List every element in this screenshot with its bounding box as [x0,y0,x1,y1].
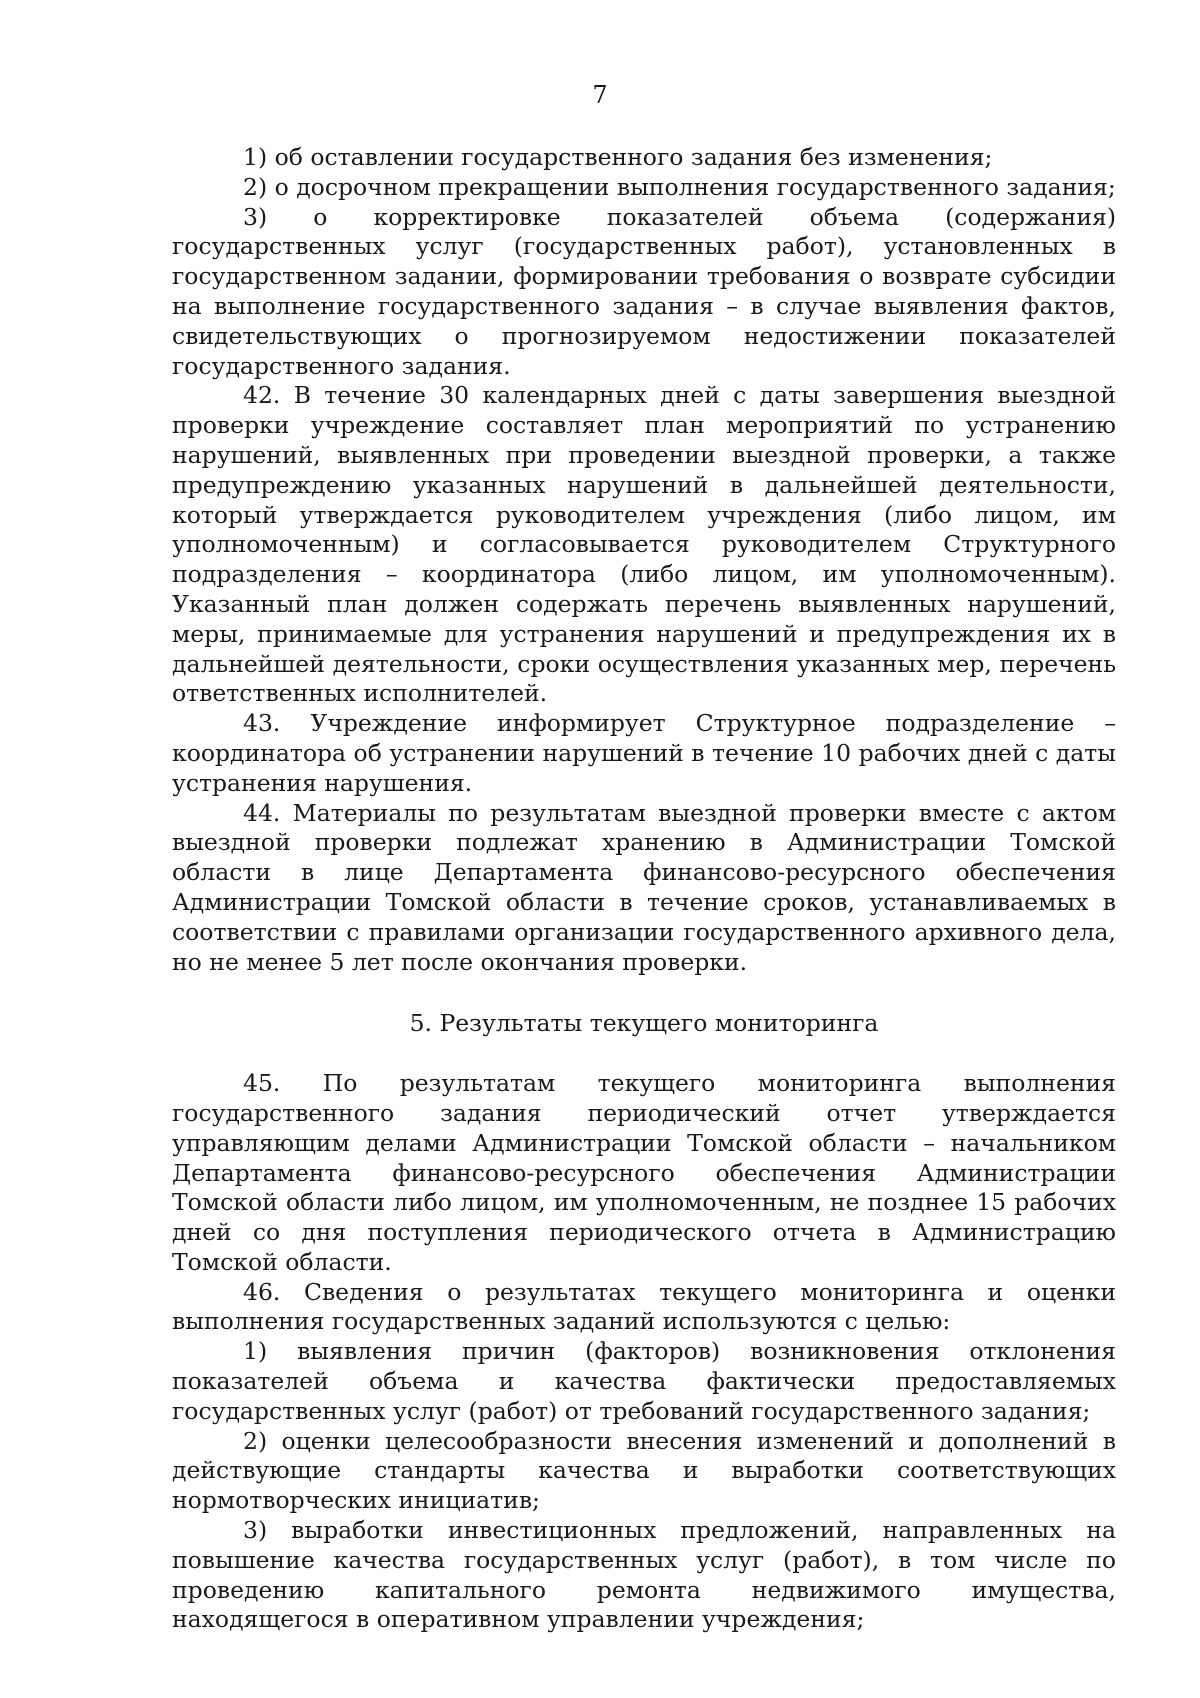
document-body [172,143,1116,1635]
paragraph-item-1: 1) об оставлении государственного задания без изменения; [243,143,993,171]
paragraph-45: 45. По результатам текущего мониторинга выполнения государственного задания периодический отчет утверждается управляющим делами Администрации Томской области – начальником Департамента финансово-ресурсного обеспечения Администрации Томской области либо лицом, им уполномоченным, не позднее 15 рабочих дней со дня поступления периодического отчета в Администрацию Томской области. [172,1069,1116,1276]
paragraph-42: 42. В течение 30 календарных дней с даты завершения выездной проверки учреждение составляет план мероприятий по устранению нарушений, выявленных при проведении выездной проверки, а также предупреждению указанных нарушений в дальнейшей деятельности, который утверждается руководителем учреждения (либо лицом, им уполномоченным) и согласовывается руководителем Структурного подразделения – координатора (либо лицом, им уполномоченным). Указанный план должен содержать перечень выявленных нарушений, меры, принимаемые для устранения нарушений и предупреждения их в дальнейшей деятельности, сроки осуществления указанных мер, перечень ответственных исполнителей. [172,381,1116,708]
paragraph-44: 44. Материалы по результатам выездной проверки вместе с актом выездной проверки подлежат хранению в Администрации Томской области в лице Департамента финансово-ресурсного обеспечения Администрации Томской области в течение сроков, устанавливаемых в соответствии с правилами организации государственного архивного дела, но не менее 5 лет после окончания проверки. [172,798,1116,976]
section-heading: 5. Результаты текущего мониторинга [409,1009,879,1038]
paragraph-46-item-1: 1) выявления причин (факторов) возникновения отклонения показателей объема и качества фактически предоставляемых государственных услуг (работ) от требований государственного задания; [172,1337,1116,1425]
paragraph-item-3: 3) о корректировке показателей объема (содержания) государственных услуг (государственных работ), установленных в государственном задании, формировании требования о возврате субсидии на выполнение государственного задания – в случае выявления фактов, свидетельствующих о прогнозируемом недостижении показателей государственного задания. [172,202,1116,380]
paragraph-item-2: 2) о досрочном прекращении выполнения государственного задания; [243,172,1116,201]
paragraph-46: 46. Сведения о результатах текущего мониторинга и оценки выполнения государственных заданий используются с целью: [172,1277,1116,1336]
paragraph-43: 43. Учреждение информирует Структурное подразделение – координатора об устранении нарушений в течение 10 рабочих дней с даты устранения нарушения. [172,709,1116,797]
paragraph-46-item-3: 3) выработки инвестиционных предложений, направленных на повышение качества государственных услуг (работ), в том числе по проведению капитального ремонта недвижимого имущества, находящегося в оперативном управлении учреждения; [172,1516,1116,1634]
paragraph-46-item-2: 2) оценки целесообразности внесения изменений и дополнений в действующие стандарты качества и выработки соответствующих нормотворческих инициатив; [172,1426,1116,1515]
page-number: 7 [592,81,608,109]
